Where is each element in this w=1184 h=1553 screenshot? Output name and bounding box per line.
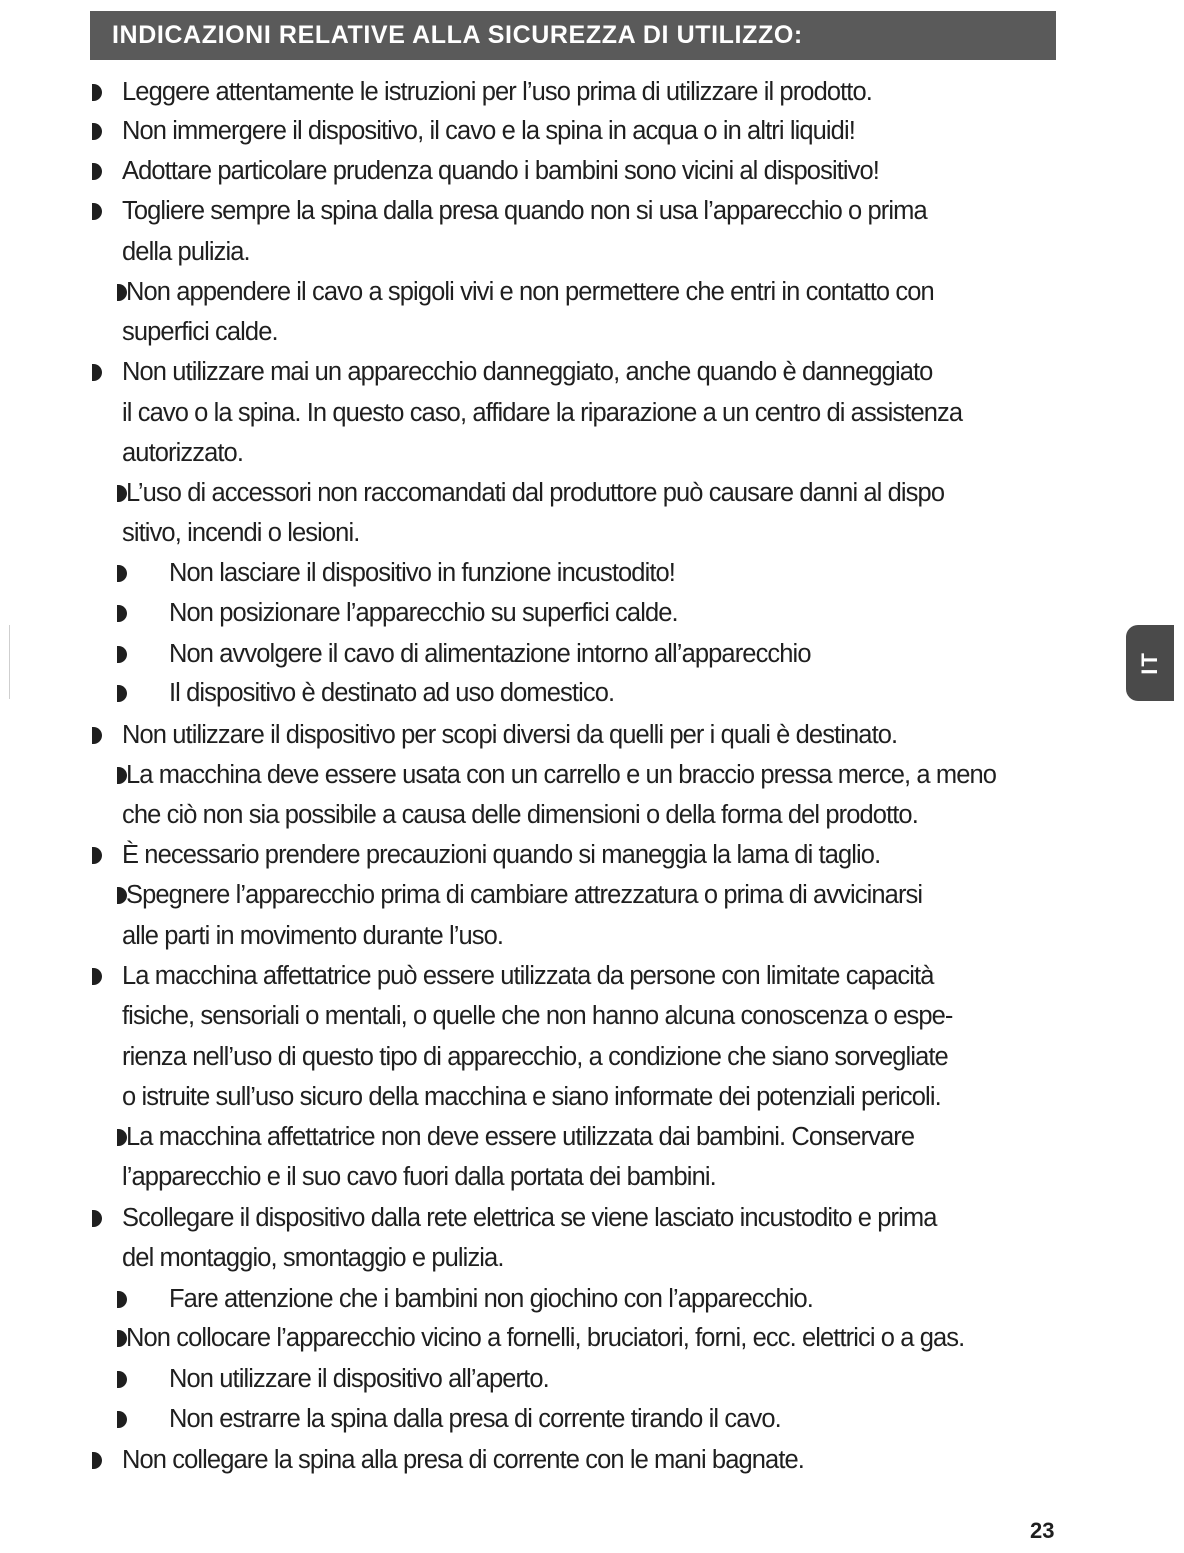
- instruction-line: rienza nell’uso di questo tipo di apparecchio, a condizione che siano sorvegliate: [122, 1043, 948, 1071]
- bullet-icon: [92, 163, 102, 180]
- instruction-line: Non utilizzare il dispositivo all’aperto.: [169, 1365, 549, 1393]
- instruction-line: La macchina affettatrice può essere utilizzata da persone con limitate capacità: [122, 962, 934, 990]
- instruction-line: superfici calde.: [122, 318, 278, 346]
- bullet-icon: [117, 565, 127, 582]
- instruction-line: Non utilizzare mai un apparecchio danneggiato, anche quando è danneggiato: [122, 358, 933, 386]
- instruction-line: Scollegare il dispositivo dalla rete elettrica se viene lasciato incustodito e prima: [122, 1204, 937, 1232]
- instruction-line: La macchina affettatrice non deve essere utilizzata dai bambini. Conservare: [126, 1123, 915, 1151]
- instruction-line: Non utilizzare il dispositivo per scopi diversi da quelli per i quali è destinato.: [122, 721, 898, 749]
- instruction-line: Fare attenzione che i bambini non giochino con l’apparecchio.: [169, 1285, 813, 1313]
- bullet-icon: [92, 847, 102, 864]
- instruction-line: della pulizia.: [122, 238, 250, 266]
- instruction-line: che ciò non sia possibile a causa delle dimensioni o della forma del prodotto.: [122, 801, 918, 829]
- bullet-icon: [92, 203, 102, 220]
- instruction-line: Non posizionare l’apparecchio su superfici calde.: [169, 599, 678, 627]
- instruction-line: Non avvolgere il cavo di alimentazione intorno all’apparecchio: [169, 640, 811, 668]
- page-number: 23: [1030, 1518, 1055, 1543]
- bullet-icon: [117, 1291, 127, 1308]
- instruction-line: o istruite sull’uso sicuro della macchina e siano informate dei potenziali pericoli.: [122, 1083, 941, 1111]
- language-tab-label: IT: [1137, 651, 1162, 675]
- instruction-line: il cavo o la spina. In questo caso, affidare la riparazione a un centro di assistenza: [122, 399, 963, 427]
- bullet-icon: [117, 646, 127, 663]
- bullet-icon: [92, 123, 102, 140]
- instruction-line: del montaggio, smontaggio e pulizia.: [122, 1244, 504, 1272]
- instruction-line: sitivo, incendi o lesioni.: [122, 519, 360, 547]
- instruction-line: fisiche, sensoriali o mentali, o quelle che non hanno alcuna conoscenza o espe-: [122, 1002, 953, 1030]
- instruction-line: alle parti in movimento durante l’uso.: [122, 922, 504, 950]
- instruction-line: Il dispositivo è destinato ad uso domestico.: [169, 679, 615, 707]
- bullet-icon: [92, 1452, 102, 1469]
- instruction-line: l’apparecchio e il suo cavo fuori dalla portata dei bambini.: [122, 1163, 716, 1191]
- section-title: INDICAZIONI RELATIVE ALLA SICUREZZA DI UTILIZZO:: [112, 21, 803, 49]
- instruction-line: Togliere sempre la spina dalla presa quando non si usa l’apparecchio o prima: [122, 197, 927, 225]
- instruction-line: Non collocare l’apparecchio vicino a fornelli, bruciatori, forni, ecc. elettrici o a gas.: [126, 1324, 965, 1352]
- bullet-icon: [92, 364, 102, 381]
- bullet-icon: [92, 1210, 102, 1227]
- instruction-line: Non immergere il dispositivo, il cavo e la spina in acqua o in altri liquidi!: [122, 117, 855, 145]
- instruction-line: Non lasciare il dispositivo in funzione incustodito!: [169, 559, 675, 587]
- instruction-line: Non appendere il cavo a spigoli vivi e non permettere che entri in contatto con: [126, 278, 934, 306]
- instruction-line: L’uso di accessori non raccomandati dal produttore può causare danni al dispo: [126, 479, 945, 507]
- bullet-icon: [92, 968, 102, 985]
- language-tab: [1126, 625, 1174, 701]
- instruction-line: Spegnere l’apparecchio prima di cambiare attrezzatura o prima di avvicinarsi: [126, 881, 923, 909]
- bullet-icon: [117, 1411, 127, 1428]
- instruction-line: Non collegare la spina alla presa di corrente con le mani bagnate.: [122, 1446, 804, 1474]
- instruction-line: Adottare particolare prudenza quando i bambini sono vicini al dispositivo!: [122, 157, 879, 185]
- bullet-icon: [117, 685, 127, 702]
- instruction-line: autorizzato.: [122, 439, 244, 467]
- instruction-line: Leggere attentamente le istruzioni per l’uso prima di utilizzare il prodotto.: [122, 78, 872, 106]
- instruction-line: È necessario prendere precauzioni quando si maneggia la lama di taglio.: [122, 841, 881, 869]
- instruction-line: Non estrarre la spina dalla presa di corrente tirando il cavo.: [169, 1405, 781, 1433]
- bullet-icon: [117, 1371, 127, 1388]
- bullet-icon: [92, 84, 102, 101]
- bullet-icon: [117, 605, 127, 622]
- margin-rule: [9, 625, 10, 699]
- instruction-line: La macchina deve essere usata con un carrello e un braccio pressa merce, a meno: [126, 761, 997, 789]
- bullet-icon: [92, 727, 102, 744]
